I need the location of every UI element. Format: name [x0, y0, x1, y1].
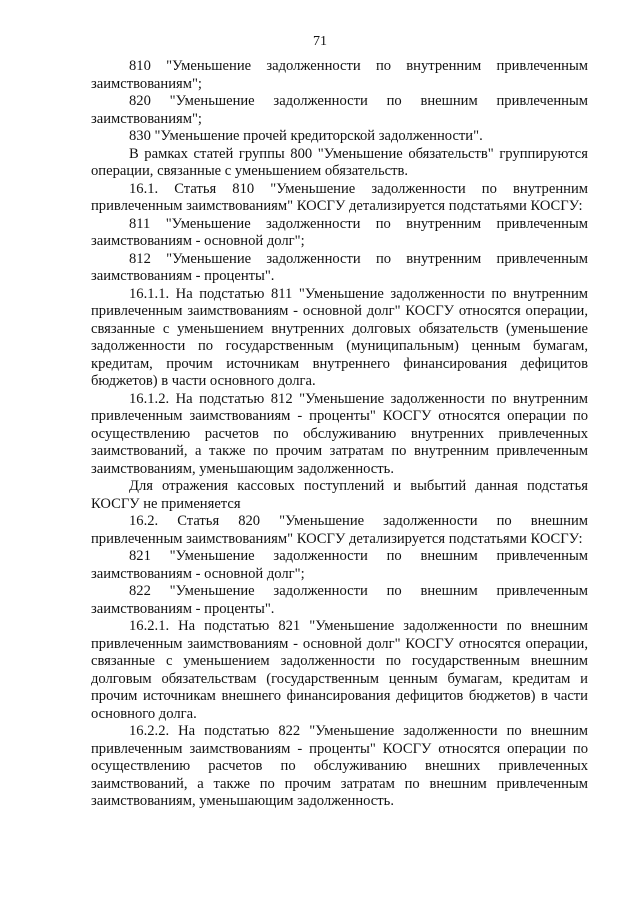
- paragraph-16-1-1: 16.1.1. На подстатью 811 "Уменьшение задолженности по внутренним привлеченным заимствованиям - основной долг" КОСГУ относятся операции, связанные с уменьшением внутренних долговых обязательств (уменьшение задолженности по государственным (муниципальным) ценным бумагам, кредитам, прочим источникам внутреннего финансирования дефицитов бюджетов) в части основного долга.: [91, 285, 588, 389]
- page-number: 71: [313, 34, 327, 49]
- paragraph-16-1: 16.1. Статья 810 "Уменьшение задолженности по внутренним привлеченным заимствованиям" КОСГУ детализируется подстатьями КОСГУ:: [91, 180, 588, 214]
- paragraph-16-1-2: 16.1.2. На подстатью 812 "Уменьшение задолженности по внутренним привлеченным заимствованиям - проценты" КОСГУ относятся операции по осуществлению расчетов по обслуживанию внутренних привлеченных заимствований, а также по прочим затратам по внутренним привлеченным заимствованиям, уменьшающим задолженность.: [91, 390, 588, 477]
- paragraph-812: 812 "Уменьшение задолженности по внутренним привлеченным заимствованиям - проценты".: [91, 250, 588, 284]
- paragraph-16-2-1: 16.2.1. На подстатью 821 "Уменьшение задолженности по внешним привлеченным заимствованиям - основной долг" КОСГУ относятся операции, связанные с уменьшением задолженности по государственным внешним долговым обязательствам (государственным ценным бумагам, кредитам и прочим источникам внешнего финансирования дефицитов бюджетов) в части основного долга.: [91, 618, 588, 722]
- paragraph-811: 811 "Уменьшение задолженности по внутренним привлеченным заимствованиям - основной долг";: [91, 215, 588, 249]
- paragraph-822: 822 "Уменьшение задолженности по внешним привлеченным заимствованиям - проценты".: [91, 583, 588, 617]
- paragraph-810: 810 "Уменьшение задолженности по внутренним привлеченным заимствованиям";: [91, 58, 588, 92]
- document-body: [91, 58, 588, 811]
- paragraph-group-800: В рамках статей группы 800 "Уменьшение обязательств" группируются операции, связанные с уменьшением обязательств.: [91, 145, 588, 179]
- paragraph-16-2-2: 16.2.2. На подстатью 822 "Уменьшение задолженности по внешним привлеченным заимствованиям - проценты" КОСГУ относятся операции по осуществлению расчетов по обслуживанию внешних привлеченных заимствований, а также по прочим затратам по внешним привлеченным заимствованиям, уменьшающим задолженность.: [91, 723, 588, 809]
- paragraph-16-2: 16.2. Статья 820 "Уменьшение задолженности по внешним привлеченным заимствованиям" КОСГУ детализируется подстатьями КОСГУ:: [91, 513, 588, 547]
- paragraph-note: Для отражения кассовых поступлений и выбытий данная подстатья КОСГУ не применяется: [91, 478, 588, 512]
- paragraph-830: 830 "Уменьшение прочей кредиторской задолженности".: [129, 128, 483, 144]
- paragraph-821: 821 "Уменьшение задолженности по внешним привлеченным заимствованиям - основной долг";: [91, 548, 588, 582]
- paragraph-820: 820 "Уменьшение задолженности по внешним привлеченным заимствованиям";: [91, 93, 588, 127]
